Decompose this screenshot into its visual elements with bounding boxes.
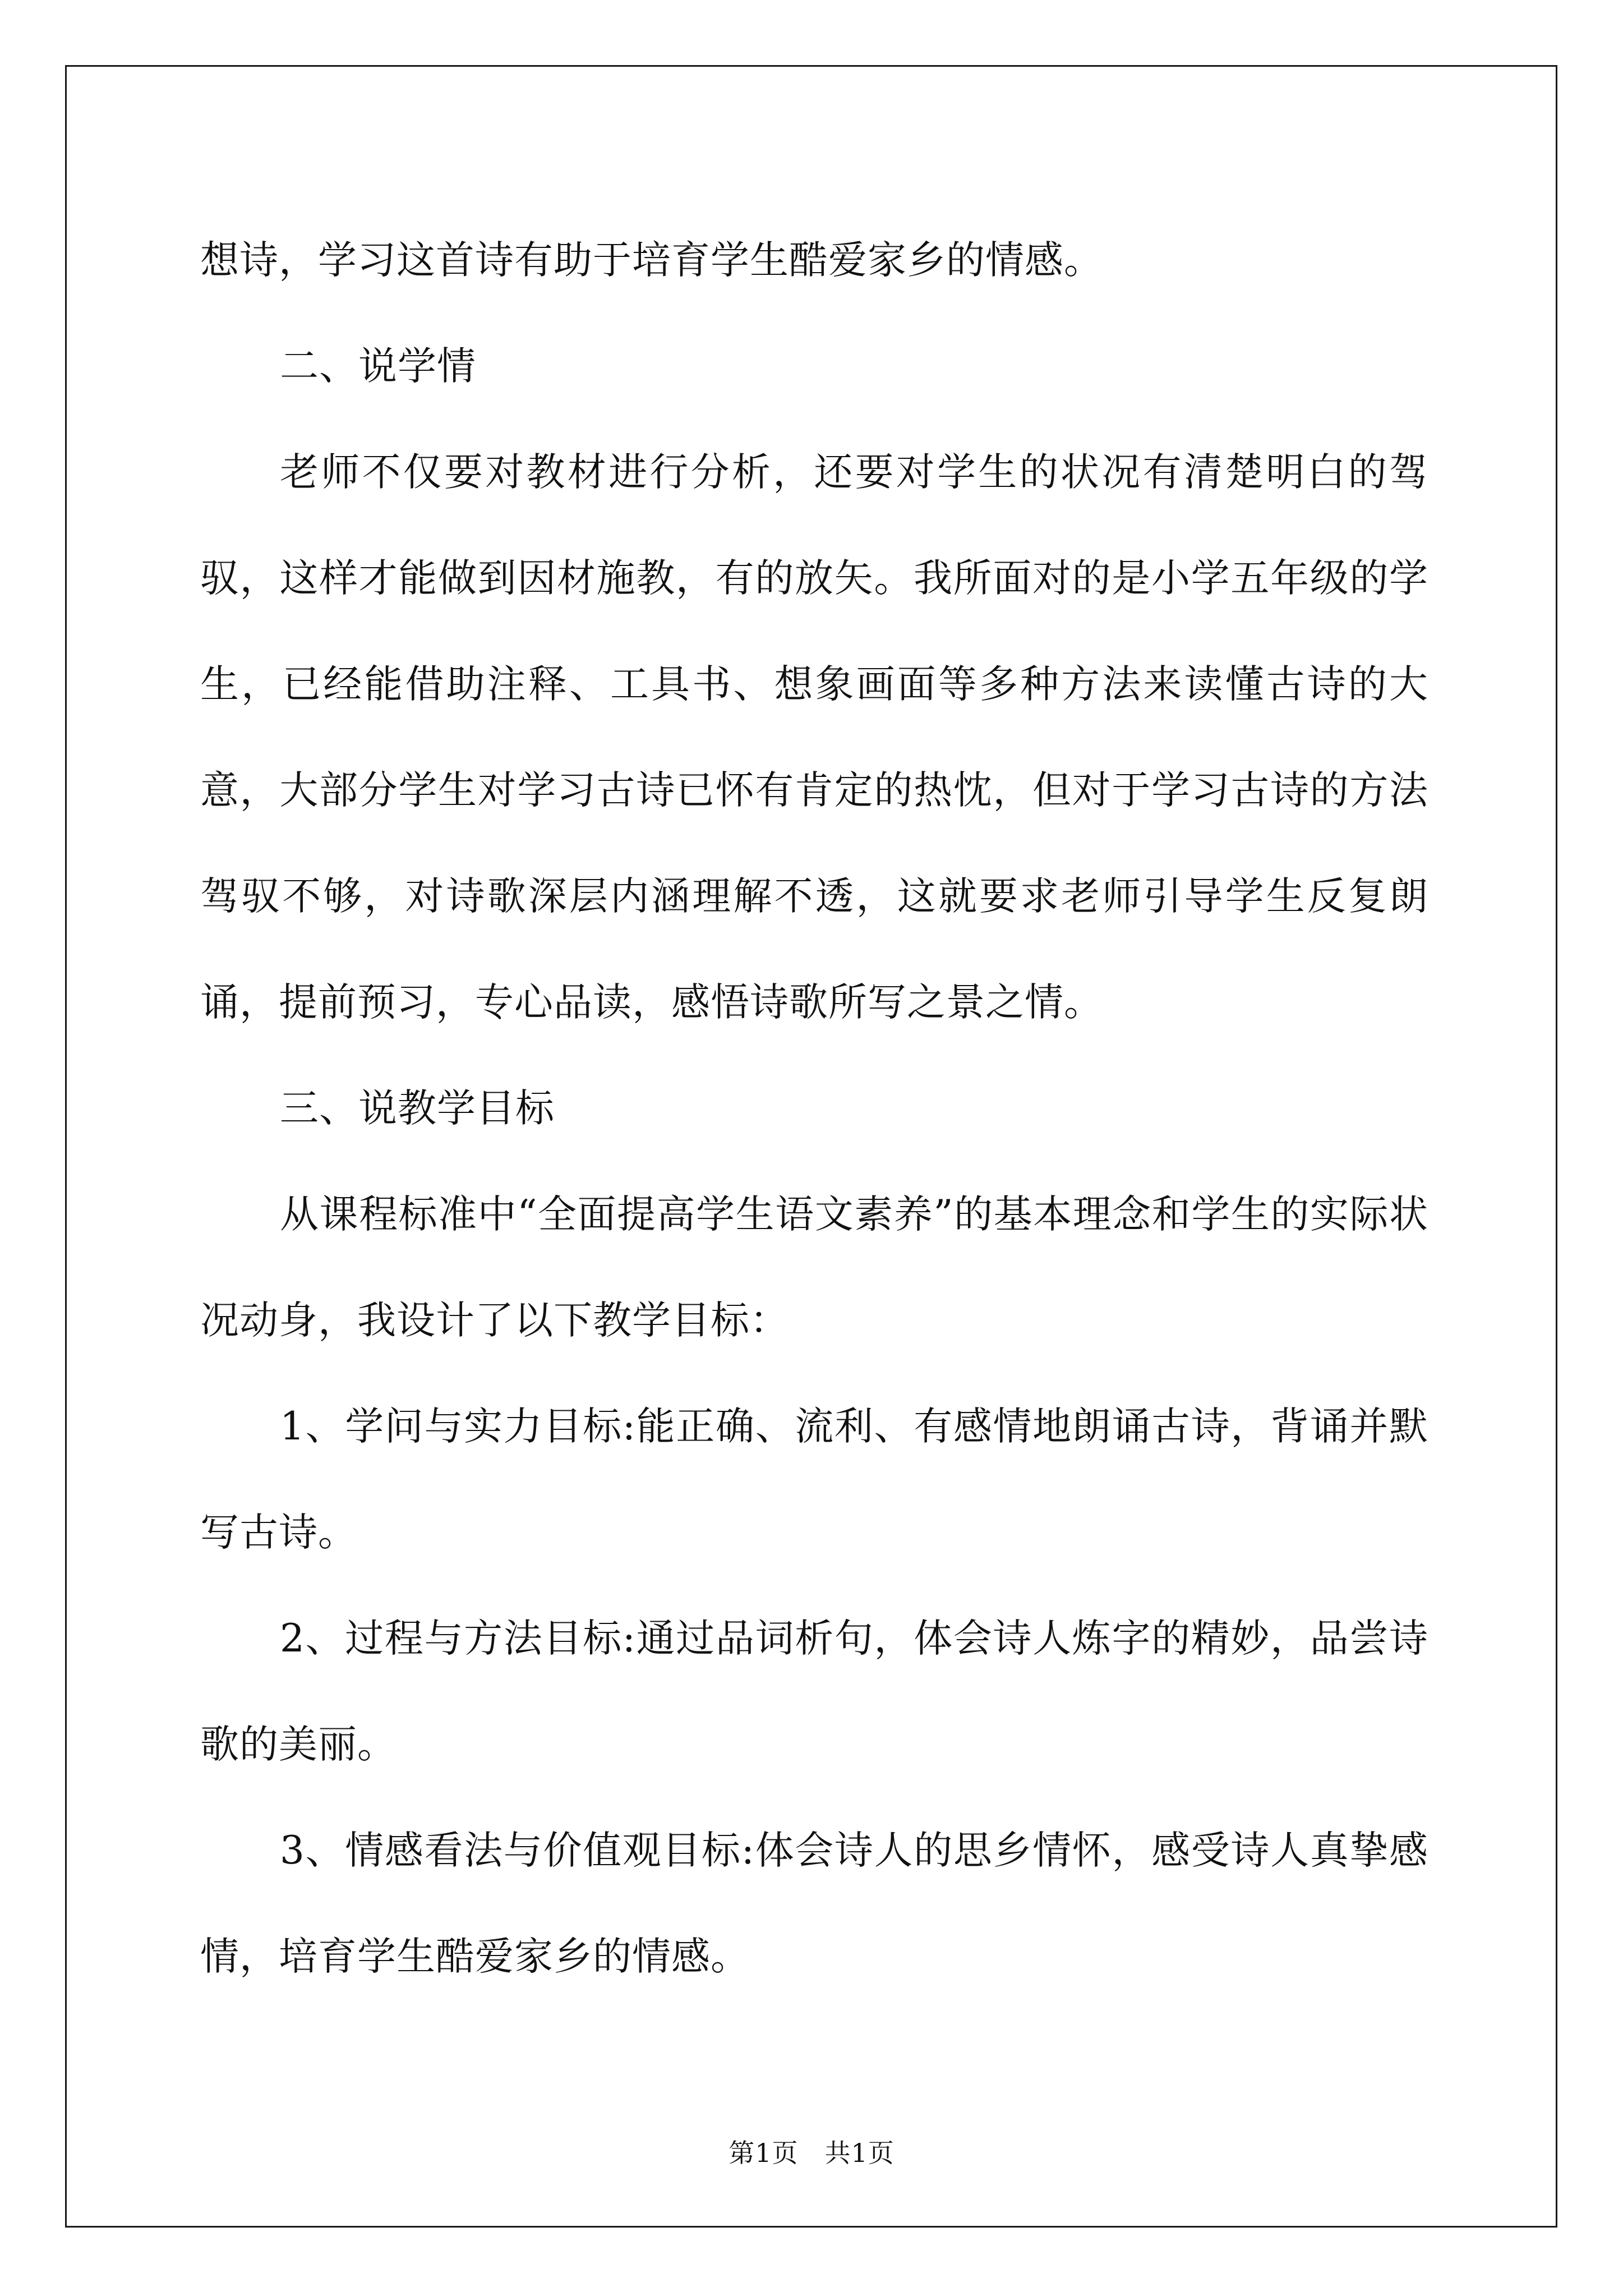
goal-item-process: 2、过程与方法目标:通过品词析句，体会诗人炼字的精妙，品尝诗歌的美丽。: [200, 1616, 1428, 1767]
goal-item-knowledge: 1、学问与实力目标:能正确、流利、有感情地朗诵古诗，背诵并默写古诗。: [200, 1404, 1428, 1555]
goal-item-emotion: 3、情感看法与价值观目标:体会诗人的思乡情怀，感受诗人真挚感情，培育学生酷爱家乡的情感。: [200, 1828, 1428, 1979]
page-number-footer: 第1页 共1页: [728, 2138, 895, 2168]
paragraph-student-analysis: 老师不仅要对教材进行分析，还要对学生的状况有清楚明白的驾驭，这样才能做到因材施教，有的放矢。我所面对的是小学五年级的学生，已经能借助注释、工具书、想象画面等多种方法来读懂古诗的大意，大部分学生对学习古诗已怀有肯定的热忱，但对于学习古诗的方法驾驭不够，对诗歌深层内涵理解不透，这就要求老师引导学生反复朗诵，提前预习，专心品读，感悟诗歌所写之景之情。: [200, 450, 1428, 1025]
paragraph-goals-intro: 从课程标准中“全面提高学生语文素养”的基本理念和学生的实际状况动身，我设计了以下教学目标：: [200, 1192, 1428, 1343]
paragraph-continuation: 想诗，学习这首诗有助于培育学生酷爱家乡的情感。: [200, 238, 1103, 283]
heading-student-situation: 二、说学情: [280, 344, 476, 389]
document-body: [200, 213, 1428, 2010]
heading-teaching-goals: 三、说教学目标: [280, 1086, 555, 1131]
